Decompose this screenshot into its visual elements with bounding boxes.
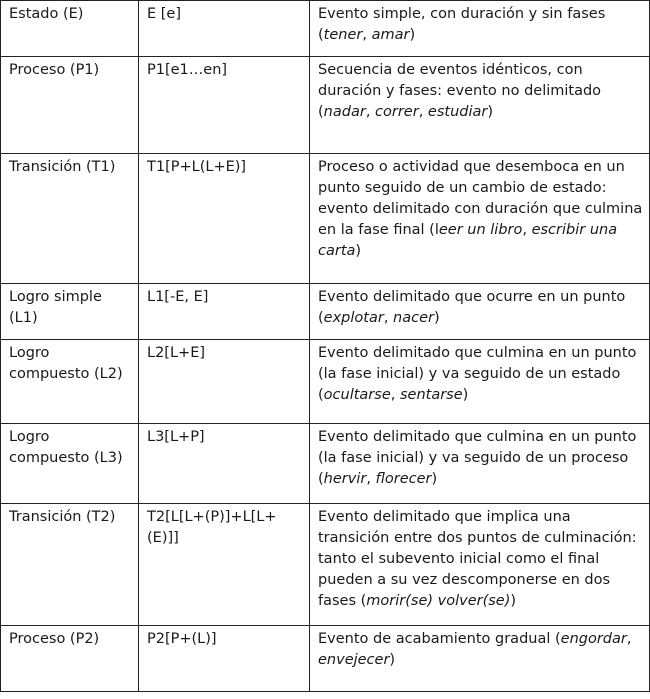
formula-cell: T2[L[L+(P)]+L[L+(E)]] [139, 504, 310, 626]
example-verb: florecer [375, 471, 432, 487]
description-cell: Evento delimitado que culmina en un punto (la fase inicial) y va seguido de un proceso (hervir, florecer) [310, 424, 650, 504]
example-verb: estudiar [427, 104, 488, 120]
description-cell: Proceso o actividad que desemboca en un punto seguido de un cambio de estado: evento delimitado con duración que culmina en la fase final (leer un libro, escribir una carta) [310, 154, 650, 284]
description-text: Secuencia de eventos idénticos, con duración y fases: evento no delimitado ( [318, 62, 602, 120]
example-verb: escribir una carta [318, 222, 618, 259]
example-verb: tener [323, 27, 363, 43]
closing-paren: ) [409, 27, 416, 43]
example-verb: ocultarse [323, 387, 391, 403]
table-row [1, 1, 650, 57]
description-cell: Evento delimitado que culmina en un punto (la fase inicial) y va seguido de un estado (ocultarse, sentarse) [310, 340, 650, 424]
description-cell: Evento de acabamiento gradual (engordar, envejecer) [310, 626, 650, 692]
formula-cell: P2[P+(L)] [139, 626, 310, 692]
table-row [1, 154, 650, 284]
formula-cell: E [e] [139, 1, 310, 57]
example-verb: engordar [560, 631, 627, 647]
description-text: Evento de acabamiento gradual ( [318, 631, 561, 647]
table-row [1, 626, 650, 692]
closing-paren: ) [389, 652, 396, 668]
type-cell: Logro compuesto (L3) [1, 424, 139, 504]
description-text: Evento delimitado que ocurre en un punto ( [318, 289, 626, 326]
table-row [1, 57, 650, 154]
description-text: Proceso o actividad que desemboca en un punto seguido de un cambio de estado: evento delimitado con duración que culmina en la fase final (l [318, 159, 643, 238]
table-row [1, 504, 650, 626]
type-cell: Estado (E) [1, 1, 139, 57]
type-cell: Logro compuesto (L2) [1, 340, 139, 424]
table-row [1, 284, 650, 340]
type-cell: Proceso (P1) [1, 57, 139, 154]
type-cell: Logro simple (L1) [1, 284, 139, 340]
type-cell: Proceso (P2) [1, 626, 139, 692]
example-verb: amar [371, 27, 410, 43]
description-text: Evento delimitado que culmina en un punto (la fase inicial) y va seguido de un estado ( [318, 345, 637, 403]
type-cell: Transición (T2) [1, 504, 139, 626]
example-verb: nadar [323, 104, 366, 120]
formula-cell: L3[L+P] [139, 424, 310, 504]
formula-cell: P1[e1…en] [139, 57, 310, 154]
description-text: Evento simple, con duración y sin fases ( [318, 6, 606, 43]
example-verb: eer un libro [438, 222, 523, 238]
formula-cell: L2[L+E] [139, 340, 310, 424]
closing-paren: ) [355, 243, 362, 259]
example-verb: explotar [323, 310, 384, 326]
description-text: Evento delimitado que implica una transición entre dos puntos de culminación: tanto el subevento inicial como el final pueden a su vez descomponerse en dos fases ( [318, 509, 637, 609]
example-verb: envejecer [318, 652, 390, 668]
example-verb: morir(se) [366, 593, 434, 609]
description-cell: Evento delimitado que ocurre en un punto (explotar, nacer) [310, 284, 650, 340]
description-text: Evento delimitado que culmina en un punto (la fase inicial) y va seguido de un proceso ( [318, 429, 637, 487]
description-cell: Evento simple, con duración y sin fases (tener, amar) [310, 1, 650, 57]
table-row [1, 424, 650, 504]
description-cell [310, 504, 650, 626]
closing-paren: ) [431, 471, 438, 487]
description-cell: Secuencia de eventos idénticos, con duración y fases: evento no delimitado (nadar, correr, estudiar) [310, 57, 650, 154]
formula-cell: T1[P+L(L+E)] [139, 154, 310, 284]
example-verb: sentarse [399, 387, 463, 403]
table-row [1, 340, 650, 424]
formula-cell: L1[-E, E] [139, 284, 310, 340]
closing-paren: ) [433, 310, 440, 326]
type-cell: Transición (T1) [1, 154, 139, 284]
closing-paren: ) [462, 387, 469, 403]
closing-paren: ) [510, 593, 517, 609]
example-verb: hervir [323, 471, 367, 487]
closing-paren: ) [487, 104, 494, 120]
example-verb: correr [375, 104, 419, 120]
example-verb: volver(se) [437, 593, 511, 609]
example-verb: nacer [393, 310, 434, 326]
